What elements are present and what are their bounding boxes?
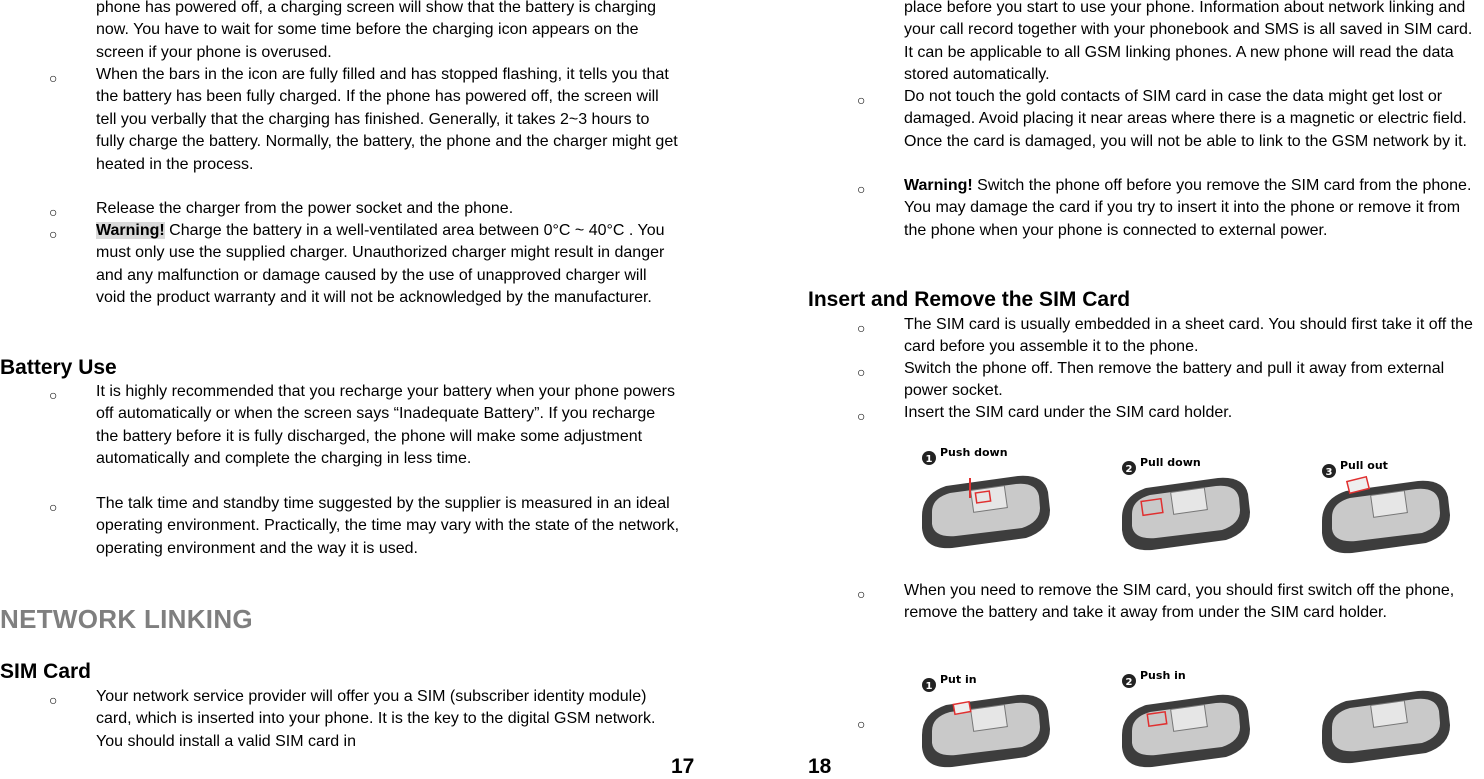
list-item: Release the charger from the power socket and the phone. xyxy=(96,200,514,217)
right-page xyxy=(742,0,1484,778)
warning-label: Warning! xyxy=(96,222,165,239)
phone-back-icon xyxy=(1122,695,1250,767)
list-item: The talk time and standby time suggested by the supplier is measured in an ideal operating environment. Practically, the time may vary with the state of the network, operating environment and the way it is used. xyxy=(96,495,680,557)
warning-text: Switch the phone off before you remove the SIM card from the phone. You may damage the card if you try to insert it into the phone or remove it from the phone when your phone is connected to external power. xyxy=(904,177,1472,239)
bullet-marker: ○ xyxy=(49,70,58,86)
list-item: Your network service provider will offer you a SIM (subscriber identity module) card, which is inserted into your phone. It is the key to the digital GSM network. You should install a valid SIM card in xyxy=(96,688,656,750)
warning-item xyxy=(96,220,680,310)
page-number: 17 xyxy=(671,755,695,778)
step-caption: Push in xyxy=(1140,669,1186,682)
left-page xyxy=(0,0,740,778)
step-caption: Put in xyxy=(940,673,977,686)
list-item: Switch the phone off. Then remove the battery and pull it away from external power socket. xyxy=(904,360,1445,400)
bullet-marker: ○ xyxy=(857,320,866,336)
sim-step-illustration xyxy=(1318,665,1458,775)
bullet-marker: ○ xyxy=(857,181,866,197)
phone-back-icon xyxy=(1322,477,1450,553)
step-number: 1 xyxy=(925,681,933,692)
bullet-marker: ○ xyxy=(49,499,58,515)
step-number: 2 xyxy=(1125,677,1133,688)
warning-label: Warning! xyxy=(904,177,973,194)
bullet-marker: ○ xyxy=(857,364,866,380)
warning-item xyxy=(904,175,1484,242)
list-item: The SIM card is usually embedded in a sheet card. You should first take it off the card before you assemble it to the phone. xyxy=(904,316,1473,356)
continued-paragraph: place before you start to use your phone. Information about network linking and your call record together with your phonebook and SMS is all saved in SIM card. It can be applicable to all GSM linking phones. A new phone will read the data stored automatically. xyxy=(904,0,1473,84)
phone-back-icon xyxy=(922,695,1050,767)
phone-back-icon xyxy=(1122,478,1250,550)
continued-paragraph: phone has powered off, a charging screen will show that the battery is charging now. You have to wait for some time before the charging icon appears on the screen if your phone is overused. xyxy=(96,0,657,61)
bullet-marker: ○ xyxy=(857,586,866,602)
step-caption: Pull out xyxy=(1340,459,1388,472)
phone-back-icon xyxy=(922,476,1050,548)
step-number: 1 xyxy=(925,454,933,465)
sim-step-illustration xyxy=(1118,456,1258,566)
step-number: 3 xyxy=(1325,467,1333,478)
sim-step-illustration xyxy=(918,673,1058,775)
phone-back-icon xyxy=(1322,691,1450,763)
list-item: It is highly recommended that you recharge your battery when your phone powers off automatically or when the screen says “Inadequate Battery”. If you recharge the battery before it is fully discharged, the phone will make some adjustment automatically and complete the charging in less time. xyxy=(96,383,675,468)
bullet-marker: ○ xyxy=(49,387,58,403)
list-item: Do not touch the gold contacts of SIM card in case the data might get lost or damaged. Avoid placing it near areas where there is a magnetic or electric field. Once the card is damaged, you will not be able to link to the GSM network by it. xyxy=(904,88,1467,150)
sim-step-illustration xyxy=(1318,459,1458,569)
step-caption: Push down xyxy=(940,446,1008,459)
bullet-marker: ○ xyxy=(857,716,866,732)
list-item: Insert the SIM card under the SIM card holder. xyxy=(904,404,1233,421)
list-item: When the bars in the icon are fully filled and has stopped flashing, it tells you that the battery has been fully charged. If the phone has powered off, the screen will tell you verbally that the charging has finished. Generally, it takes 2~3 hours to fully charge the battery. Normally, the battery, the phone and the charger might get heated in the process. xyxy=(96,66,678,173)
page-number: 18 xyxy=(808,755,832,778)
sim-card-heading: SIM Card xyxy=(0,660,92,683)
bullet-marker: ○ xyxy=(49,692,58,708)
list-item: When you need to remove the SIM card, you should first switch off the phone, remove the battery and take it away from under the SIM card holder. xyxy=(904,582,1455,622)
bullet-marker: ○ xyxy=(49,204,58,220)
warning-text: Charge the battery in a well-ventilated area between 0°C ~ 40°C . You must only use the supplied charger. Unauthorized charger might result in danger and any malfunction or damage caused by the use of unapproved charger will void the product warranty and it will not be acknowledged by the manufacturer. xyxy=(96,222,665,307)
step-number: 2 xyxy=(1125,464,1133,475)
bullet-marker: ○ xyxy=(49,226,58,242)
insert-remove-heading: Insert and Remove the SIM Card xyxy=(808,288,1131,311)
bullet-marker: ○ xyxy=(857,408,866,424)
sim-step-illustration xyxy=(1118,669,1258,775)
network-linking-heading: NETWORK LINKING xyxy=(0,604,253,634)
bullet-marker: ○ xyxy=(857,92,866,108)
step-caption: Pull down xyxy=(1140,456,1201,469)
battery-use-heading: Battery Use xyxy=(0,356,117,379)
sim-step-illustration xyxy=(918,446,1058,556)
